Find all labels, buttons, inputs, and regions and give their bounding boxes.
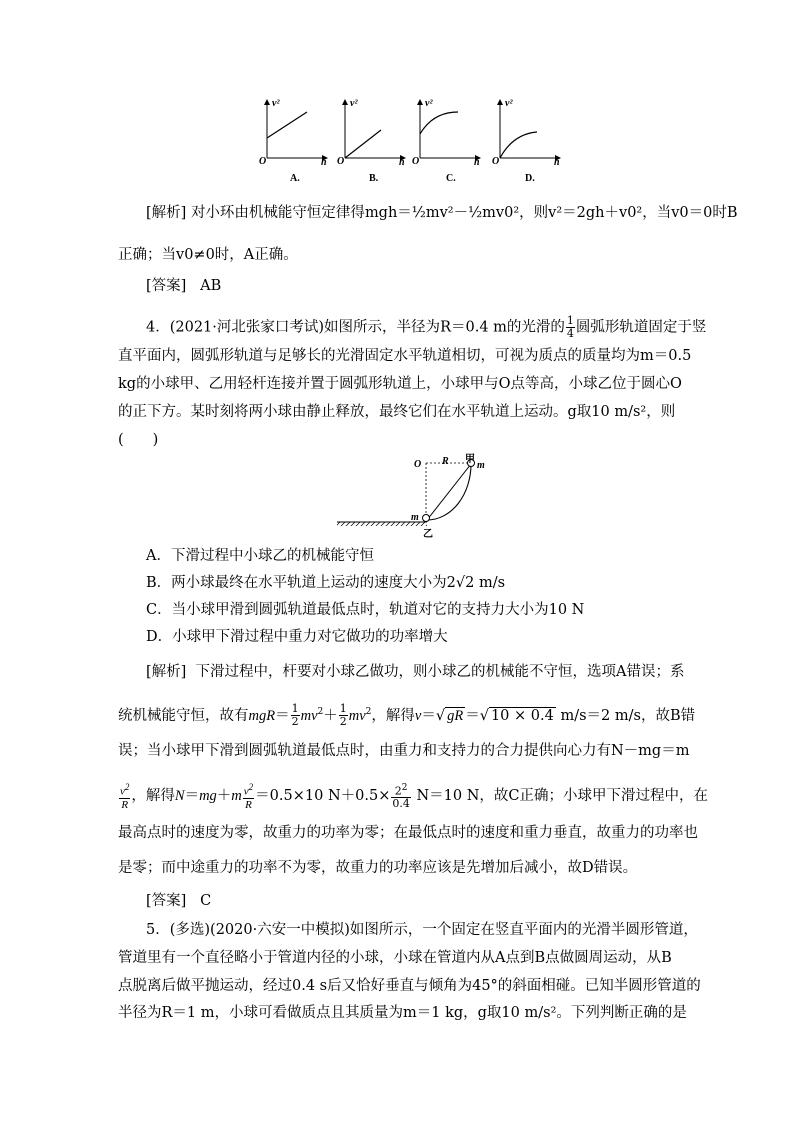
q4-option-b: B．两小球最终在水平轨道上运动的速度大小为2√2 m/s	[146, 575, 506, 591]
fig-m2-label: m	[411, 512, 419, 523]
q4-option-a: A．下滑过程中小球乙的机械能守恒	[146, 548, 374, 564]
fig-r-label: R	[442, 456, 449, 467]
graph-a-x-label: h	[321, 157, 327, 168]
graph-b-y-label: v²	[350, 98, 358, 109]
graph-c-y-label: v²	[425, 98, 433, 109]
graph-b-label: B.	[369, 173, 379, 184]
q3-analysis-line-1	[146, 203, 738, 223]
q4-answer-label: [答案]	[146, 893, 187, 909]
q4-an-4a: ，解得	[131, 787, 175, 804]
graph-c-x-label: h	[474, 157, 480, 168]
q4-analysis-text-1: 下滑过程中，杆要对小球乙做功，则小球乙的机械能不守恒，选项A错误；系	[195, 664, 685, 680]
graph-a-y-label: v²	[272, 98, 280, 109]
fig-o-label: O	[414, 459, 422, 470]
fig-jia-label: 甲	[465, 454, 475, 465]
graph-d-origin: O	[492, 156, 500, 167]
q4-stem-line-5: ( )	[118, 432, 159, 448]
q5-stem-line-2: 管道里有一个直径略小于管道内径的小球，小球在管道内从A点到B点做圆周运动，从B	[118, 950, 672, 966]
graph-d-label: D.	[525, 173, 535, 184]
q4-answer	[146, 891, 211, 911]
graph-d-y-label: v²	[505, 98, 513, 109]
q4-an-2a: 统机械能守恒，故有	[118, 707, 249, 724]
graph-b-x-label: h	[399, 157, 405, 168]
q4-stem-1c: 圆弧形轨道固定于竖	[575, 319, 707, 336]
q3-analysis-line-2: 正确；当v0≠0时，A正确。	[118, 247, 298, 263]
graph-b-origin: O	[337, 156, 345, 167]
graph-c-origin: O	[412, 156, 420, 167]
graphs-figure	[255, 92, 565, 187]
quarter-fraction: $\frac{1}{4}$	[566, 314, 574, 340]
q4-analysis-line-5: 最高点时的速度为零，故重力的功率为零；在最低点时的速度和重力垂直，故重力的功率也	[118, 825, 698, 841]
q4-stem-line-1	[146, 315, 706, 340]
fig-m1-label: m	[477, 460, 485, 471]
q4-analysis-line-4: $\frac{v^2}{R}$ ，解得N＝mg＋m $\frac{v^2}{R}$ ＝0.5×10 N＋0.5× $\frac{2^2}{0.4}$ N＝10 N，故C正确；小球甲下滑过程中，在	[120, 782, 708, 811]
q4-an-2c: ，故B错	[640, 707, 696, 724]
q4-analysis-line-2: 统机械能守恒，故有mgR＝ $\frac{1}{2}$ $mv^2+$ $\frac{1}{2}$ $mv^2$，解得v＝√ gR ＝√ 10 × 0.4 m/s＝2 m/s，故B错	[118, 702, 696, 729]
q4-option-d: D．小球甲下滑过程中重力对它做功的功率增大	[146, 629, 448, 645]
q4-analysis-line-6: 是零；而中途重力的功率不为零，故重力的功率应该是先增加后减小，故D错误。	[118, 860, 638, 876]
ball-yi	[423, 515, 430, 522]
q4-stem-line-2: 直平面内，圆弧形轨道与足够长的光滑固定水平轨道相切，可视为质点的质量均为m＝0.5	[118, 348, 692, 364]
q4-analysis-line-1	[146, 662, 685, 682]
q4-analysis-label: [解析]	[146, 664, 187, 680]
q4-stem-line-3: kg的小球甲、乙用轻杆连接并置于圆弧形轨道上，小球甲与O点等高，小球乙位于圆心O	[118, 376, 682, 392]
graph-c-label: C.	[446, 173, 456, 184]
q4-stem-1b: R＝0.4 m的光滑的	[440, 319, 565, 336]
q4-an-4b: ，故C正确；小球甲下滑过程中，在	[479, 787, 708, 804]
q3-analysis-text-1: 对小环由机械能守恒定律得	[190, 205, 365, 221]
q3-answer-label: [答案]	[146, 278, 187, 294]
graph-a-label: A.	[290, 173, 300, 184]
q4-answer-value: C	[200, 893, 212, 909]
q4-stem-1a: 4．(2021·河北张家口考试)如图所示，半径为	[146, 319, 441, 336]
q5-stem-line-3: 点脱离后做平抛运动，经过0.4 s后又恰好垂直与倾角为45°的斜面相碰。已知半圆形管道的	[118, 978, 701, 994]
q5-stem-line-1: 5．(多选)(2020·六安一中模拟)如图所示，一个固定在竖直平面内的光滑半圆形管道，	[146, 922, 698, 938]
q3-answer-value: AB	[200, 278, 222, 294]
q4-an-2b: ，解得	[371, 707, 415, 724]
q3-analysis-formula-1: mgh＝½mv²－½mv0²，则v²＝2gh＋v0²，当v0＝0时B	[364, 205, 738, 221]
q5-stem-line-4: 半径为R＝1 m，小球可看做质点且其质量为m＝1 kg，g取10 m/s²。下列判断正确的是	[118, 1005, 687, 1021]
graph-a-origin: O	[259, 156, 267, 167]
q4-analysis-line-3: 误；当小球甲下滑到圆弧轨道最低点时，由重力和支持力的合力提供向心力有N－mg＝m	[118, 743, 690, 759]
q3-analysis-label: [解析]	[146, 205, 187, 221]
q4-option-c: C．当小球甲滑到圆弧轨道最低点时，轨道对它的支持力大小为10 N	[146, 602, 585, 618]
graph-d-x-label: h	[554, 157, 560, 168]
q4-stem-line-4: 的正下方。某时刻将两小球由静止释放，最终它们在水平轨道上运动。g取10 m/s²，则	[118, 404, 676, 420]
q3-answer	[146, 276, 221, 296]
fig-yi-label: 乙	[423, 529, 433, 540]
